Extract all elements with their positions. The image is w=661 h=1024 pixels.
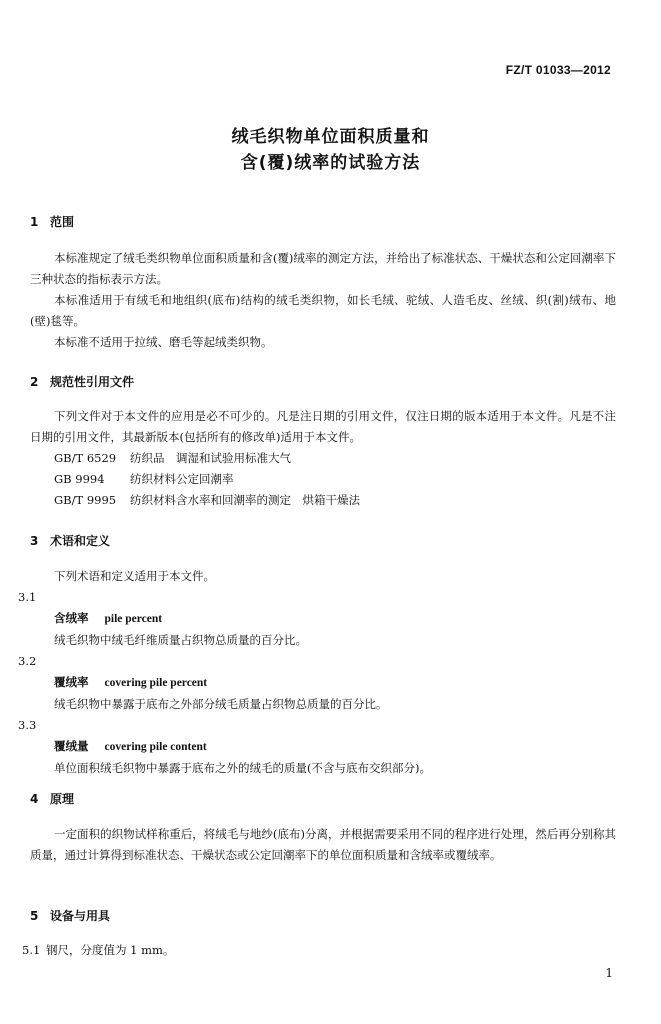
section-1 <box>30 213 616 230</box>
term-number: 3.3 <box>18 718 37 732</box>
term-definition: 绒毛织物中绒毛纤维质量占织物总质量的百分比。 <box>54 633 307 647</box>
section-3 <box>30 532 616 549</box>
term-number: 3.1 <box>18 590 37 604</box>
clause-5-1: 5.1 钢尺，分度值为 1 mm。 <box>22 943 175 957</box>
section-heading: 4 原理 <box>30 792 75 806</box>
reference-item: GB/T 9995 纺织材料含水率和回潮率的测定 烘箱干燥法 <box>54 493 360 507</box>
section-5 <box>30 907 616 924</box>
section-4 <box>30 790 616 807</box>
term-definition: 单位面积绒毛织物中暴露于底布之外的绒毛的质量(不含与底布交织部分)。 <box>54 761 431 775</box>
section-heading: 3 术语和定义 <box>30 534 111 548</box>
paragraph: 本标准适用于有绒毛和地组织(底布)结构的绒毛类织物，如长毛绒、驼绒、人造毛皮、丝绒、织(割)绒布、地(壁)毯等。 <box>30 293 616 328</box>
section-2-body <box>30 406 616 511</box>
page-number: 1 <box>605 966 613 980</box>
term-heading: 含绒率 pile percent <box>54 611 163 625</box>
section-heading: 1 范围 <box>30 215 75 229</box>
paragraph: 下列文件对于本文件的应用是必不可少的。凡是注日期的引用文件，仅注日期的版本适用于本文件。凡是不注日期的引用文件，其最新版本(包括所有的修改单)适用于本文件。 <box>30 409 616 444</box>
term-heading: 覆绒量 covering pile content <box>54 739 207 753</box>
term-number: 3.2 <box>18 654 37 668</box>
reference-item: GB 9994 纺织材料公定回潮率 <box>54 472 234 486</box>
section-3-body <box>18 566 616 779</box>
title-line-2: 含(覆)绒率的试验方法 <box>240 153 421 173</box>
term-definition: 绒毛织物中暴露于底布之外部分绒毛质量占织物总质量的百分比。 <box>54 697 388 711</box>
section-1-body <box>30 248 616 353</box>
section-5-body <box>22 940 608 961</box>
paragraph: 下列术语和定义适用于本文件。 <box>54 569 215 583</box>
reference-item: GB/T 6529 纺织品 调湿和试验用标准大气 <box>54 451 291 465</box>
title-line-1: 绒毛织物单位面积质量和 <box>231 127 430 147</box>
document-title <box>0 124 661 176</box>
section-4-body <box>30 824 616 866</box>
paragraph: 一定面积的织物试样称重后，将绒毛与地纱(底布)分离，并根据需要采用不同的程序进行处理，然后再分别称其质量，通过计算得到标准状态、干燥状态或公定回潮率下的单位面积质量和含绒率或覆绒率。 <box>30 827 616 862</box>
standard-code: FZ/T 01033—2012 <box>505 63 611 77</box>
section-heading: 5 设备与用具 <box>30 909 111 923</box>
section-2 <box>30 373 616 390</box>
term-heading: 覆绒率 covering pile percent <box>54 675 208 689</box>
paragraph: 本标准规定了绒毛类织物单位面积质量和含(覆)绒率的测定方法，并给出了标准状态、干燥状态和公定回潮率下三种状态的指标表示方法。 <box>30 251 616 286</box>
paragraph: 本标准不适用于拉绒、磨毛等起绒类织物。 <box>54 335 273 349</box>
section-heading: 2 规范性引用文件 <box>30 375 135 389</box>
